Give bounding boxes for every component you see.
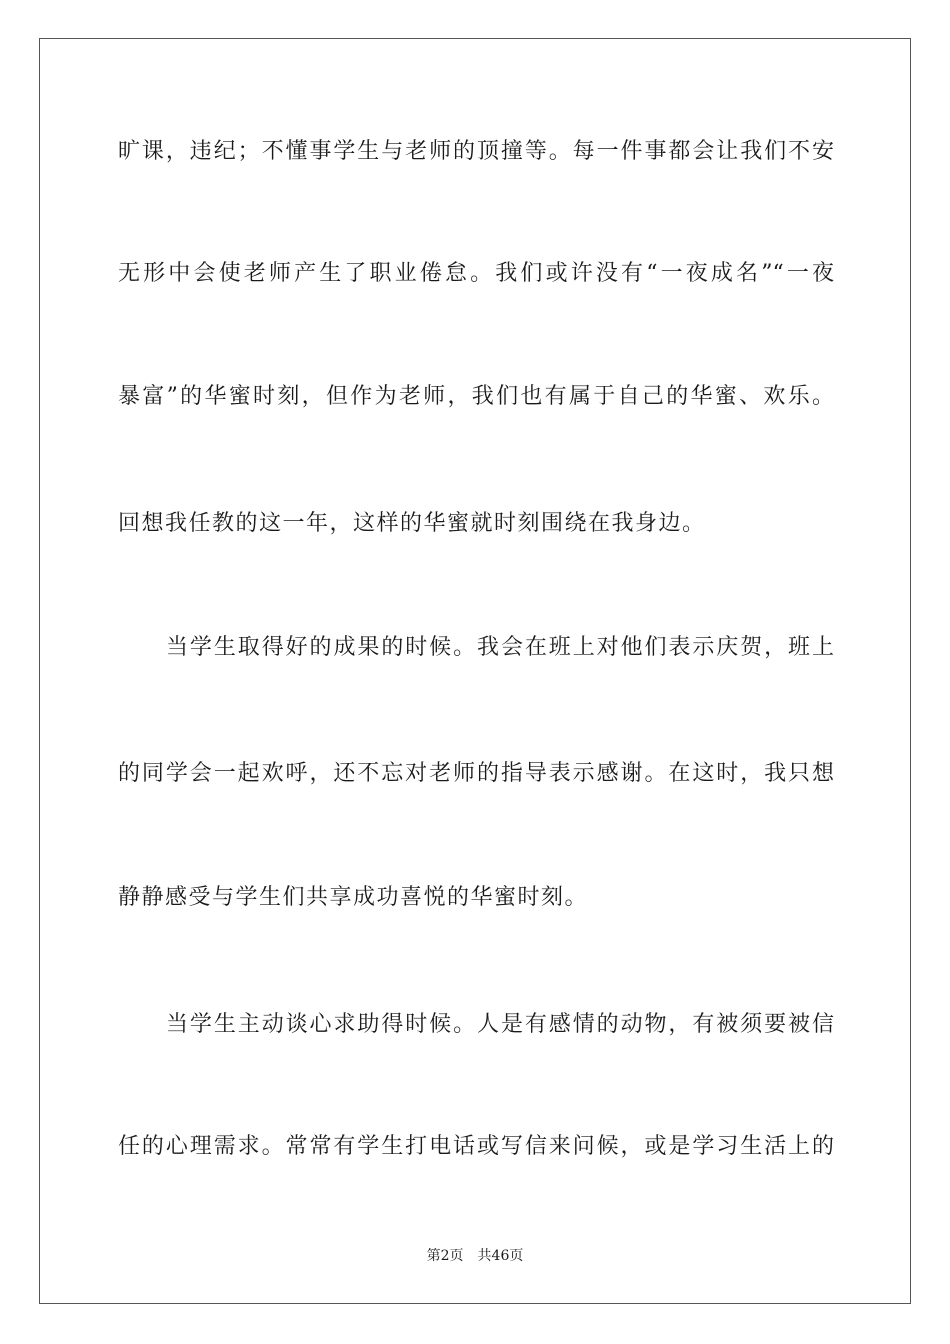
- body-line-2: 无形中会使老师产生了职业倦怠。我们或许没有“一夜成名”“一夜: [118, 261, 834, 286]
- page-number: 第2页: [426, 1248, 464, 1264]
- page-border: [39, 38, 911, 1304]
- body-line-6: 的同学会一起欢呼，还不忘对老师的指导表示感谢。在这时，我只想: [118, 761, 834, 786]
- body-line-8: 当学生主动谈心求助得时候。人是有感情的动物，有被须要被信: [166, 1012, 834, 1037]
- body-line-4: 回想我任教的这一年，这样的华蜜就时刻围绕在我身边。: [118, 511, 706, 536]
- body-line-9: 任的心理需求。常常有学生打电话或写信来问候，或是学习生活上的: [118, 1134, 834, 1159]
- body-line-7: 静静感受与学生们共享成功喜悦的华蜜时刻。: [118, 885, 589, 910]
- body-line-3: 暴富”的华蜜时刻，但作为老师，我们也有属于自己的华蜜、欢乐。: [118, 384, 834, 409]
- page-total: 共46页: [477, 1248, 524, 1264]
- page-footer: [0, 1247, 950, 1265]
- body-line-1: 旷课，违纪；不懂事学生与老师的顶撞等。每一件事都会让我们不安: [118, 139, 834, 164]
- body-line-5: 当学生取得好的成果的时候。我会在班上对他们表示庆贺，班上: [166, 635, 834, 660]
